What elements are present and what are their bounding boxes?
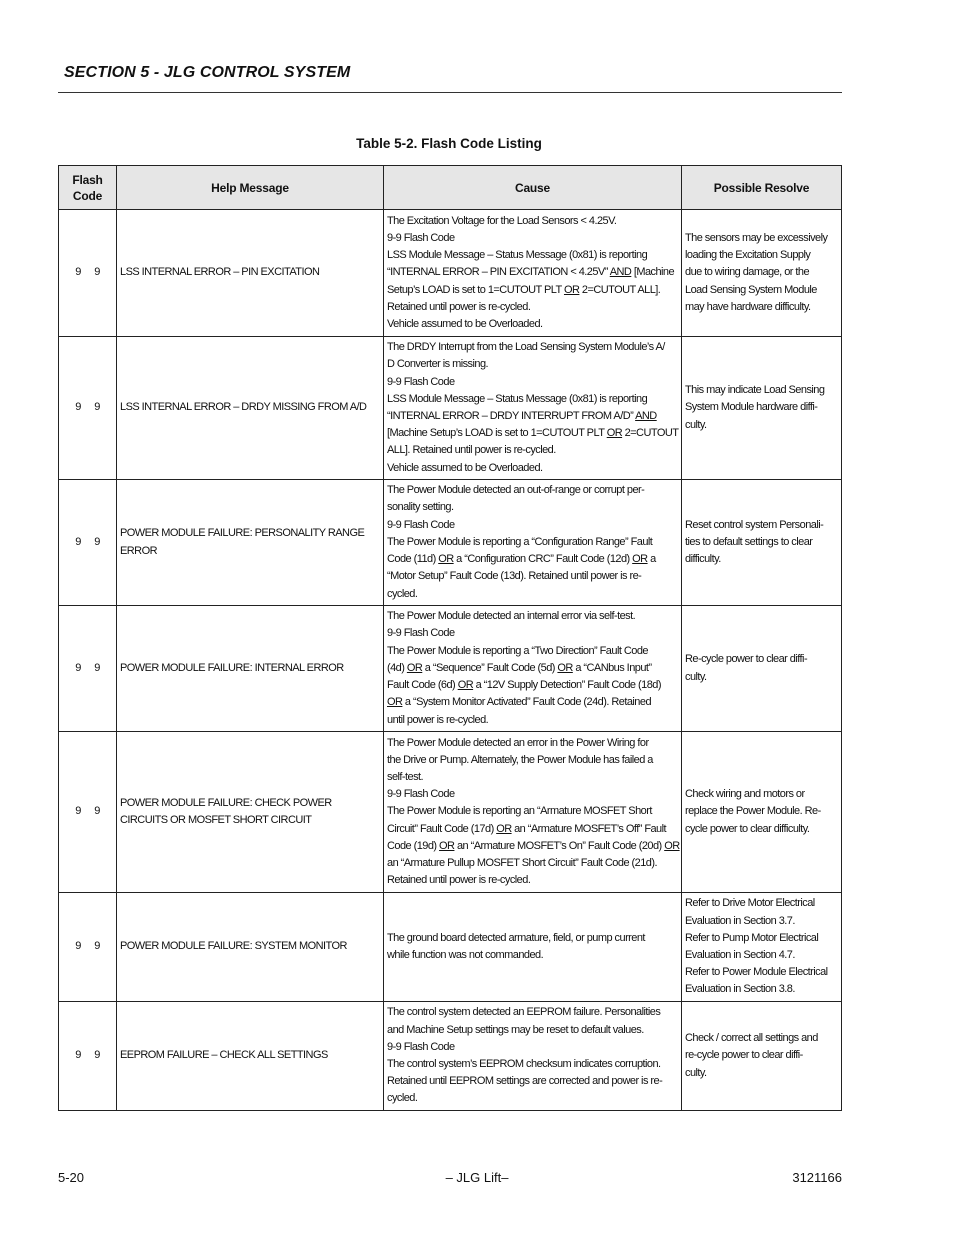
cause-line: The Excitation Voltage for the Load Sensors < 4.25V. — [387, 214, 617, 227]
cause-line: until power is re-cycled. — [387, 713, 489, 726]
resolve-line: difficulty. — [685, 553, 721, 566]
underlined-conjunction: OR — [557, 661, 573, 674]
resolve-cell — [682, 606, 842, 732]
help-message-cell: POWER MODULE FAILURE: INTERNAL ERROR — [117, 606, 384, 732]
table-row — [59, 732, 842, 893]
cause-line: OR a “System Monitor Activated” Fault Code (24d). Retained — [387, 696, 652, 709]
resolve-line: re-cycle power to clear diffi- — [685, 1049, 803, 1062]
resolve-cell — [682, 732, 842, 893]
cause-line: Vehicle assumed to be Overloaded. — [387, 461, 543, 474]
resolve-line: Evaluation in Section 4.7. — [685, 949, 795, 961]
cause-line: Fault Code (6d) OR a “12V Supply Detection” Fault Code (18d) — [387, 679, 661, 692]
table-caption: Table 5-2. Flash Code Listing — [356, 136, 542, 151]
cause-line: LSS Module Message – Status Message (0x81) is reporting — [387, 249, 648, 262]
help-message-cell: LSS INTERNAL ERROR – DRDY MISSING FROM A/D — [117, 337, 384, 480]
flash-code-digit: 9 — [75, 401, 81, 414]
resolve-line: Refer to Power Module Electrical — [685, 966, 828, 979]
resolve-line: Load Sensing System Module — [685, 283, 817, 296]
resolve-line: culty. — [685, 418, 707, 431]
resolve-line: ties to default settings to clear — [685, 535, 813, 548]
flash-code-cell — [59, 210, 117, 337]
cause-cell — [384, 893, 682, 1002]
cause-line: The Power Module is reporting a “Two Direction” Fault Code — [387, 644, 648, 657]
flash-code-table — [58, 165, 842, 1111]
cause-line: “INTERNAL ERROR – PIN EXCITATION < 4.25V” AND [Machine — [387, 266, 675, 279]
resolve-line: Evaluation in Section 3.8. — [685, 983, 795, 996]
resolve-line: The sensors may be excessively — [685, 231, 828, 244]
flash-code-digit: 9 — [75, 535, 81, 548]
resolve-cell — [682, 210, 842, 337]
cause-line: 9-9 Flash Code — [387, 1040, 455, 1053]
resolve-line: culty. — [685, 670, 707, 683]
cause-line: and Machine Setup settings may be reset to default values. — [387, 1023, 644, 1036]
cause-line: cycled. — [387, 587, 418, 600]
resolve-line: This may indicate Load Sensing — [685, 384, 825, 397]
flash-code-digit: 9 — [94, 661, 100, 674]
cause-line: the Drive or Pump. Alternately, the Power Module has failed a — [387, 753, 653, 766]
cause-line: LSS Module Message – Status Message (0x81) is reporting — [387, 392, 648, 405]
resolve-line: due to wiring damage, or the — [685, 266, 810, 279]
resolve-line: cycle power to clear difficulty. — [685, 822, 810, 835]
flash-code-digit: 9 — [94, 940, 100, 953]
resolve-line: System Module hardware diffi- — [685, 401, 818, 414]
table-row — [59, 606, 842, 732]
footer-center-text: – JLG Lift– — [445, 1170, 509, 1185]
table-row — [59, 337, 842, 480]
resolve-line: culty. — [685, 1066, 707, 1079]
cause-cell — [384, 606, 682, 732]
cause-line: The Power Module is reporting a “Configuration Range” Fault — [387, 535, 653, 548]
flash-code-cell — [59, 893, 117, 1002]
flash-code-cell — [59, 732, 117, 893]
flash-code-digit: 9 — [75, 940, 81, 953]
cause-line: 9-9 Flash Code — [387, 627, 455, 640]
cause-line: The DRDY Interrupt from the Load Sensing System Module’s A/ — [387, 341, 665, 354]
resolve-line: loading the Excitation Supply — [685, 249, 811, 262]
cause-line: self-test. — [387, 770, 424, 783]
resolve-cell — [682, 1002, 842, 1111]
help-message-cell: LSS INTERNAL ERROR – PIN EXCITATION — [117, 210, 384, 337]
resolve-cell — [682, 337, 842, 480]
cause-line: The control system’s EEPROM checksum indicates corruption. — [387, 1058, 661, 1070]
underlined-conjunction: OR — [632, 553, 648, 566]
underlined-conjunction: OR — [457, 679, 474, 692]
section-title: SECTION 5 - JLG CONTROL SYSTEM — [64, 64, 351, 81]
doc-number: 3121166 — [792, 1170, 842, 1185]
underlined-conjunction: AND — [635, 410, 657, 422]
cause-line: 9-9 Flash Code — [387, 231, 455, 244]
help-message-cell: POWER MODULE FAILURE: CHECK POWER CIRCUITS OR MOSFET SHORT CIRCUIT — [117, 732, 384, 893]
cause-cell — [384, 337, 682, 480]
resolve-line: Refer to Pump Motor Electrical — [685, 931, 819, 944]
flash-code-digit: 9 — [75, 805, 81, 818]
flash-code-digit: 9 — [94, 535, 100, 548]
cause-cell — [384, 1002, 682, 1111]
cause-line: Code (19d) OR an “Armature MOSFET’s On” Fault Code (20d) OR — [387, 839, 680, 852]
resolve-line: Reset control system Personali- — [685, 518, 824, 531]
flash-code-digit: 9 — [75, 661, 81, 674]
cause-cell — [384, 210, 682, 337]
cause-line: while function was not commanded. — [387, 949, 544, 961]
underlined-conjunction: OR — [439, 839, 455, 852]
cause-line: Retained until power is re-cycled. — [387, 300, 531, 313]
underlined-conjunction: OR — [606, 427, 623, 440]
underlined-conjunction: OR — [438, 553, 454, 566]
page-number: 5-20 — [58, 1170, 85, 1185]
cause-line: Code (11d) OR a “Configuration CRC” Fault Code (12d) OR a — [387, 553, 656, 566]
table-header-row — [59, 166, 842, 210]
resolve-line: Evaluation in Section 3.7. — [685, 914, 795, 927]
cause-line: [Machine Setup’s LOAD is set to 1=CUTOUT PLT OR 2=CUTOUT — [387, 427, 679, 440]
flash-code-cell — [59, 337, 117, 480]
col-header-cause: Cause — [384, 166, 682, 210]
flash-code-cell — [59, 1002, 117, 1111]
cause-line: “INTERNAL ERROR – DRDY INTERRUPT FROM A/D” AND — [387, 410, 657, 422]
col-header-flash-code: Flash Code — [59, 166, 117, 210]
cause-line: The Power Module detected an out-of-range or corrupt per- — [387, 484, 645, 497]
table-row — [59, 893, 842, 1002]
cause-line: The Power Module detected an internal error via self-test. — [387, 610, 636, 623]
cause-cell — [384, 732, 682, 893]
underlined-conjunction: AND — [609, 266, 632, 279]
cause-line: ALL]. Retained until power is re-cycled. — [387, 444, 556, 457]
cause-line: Retained until power is re-cycled. — [387, 874, 531, 887]
cause-line: “Motor Setup” Fault Code (13d). Retained until power is re- — [387, 570, 642, 583]
flash-code-digit: 9 — [94, 401, 100, 414]
cause-line: (4d) OR a “Sequence” Fault Code (5d) OR a “CANbus Input” — [387, 661, 652, 674]
underlined-conjunction: OR — [406, 661, 423, 674]
cause-line: 9-9 Flash Code — [387, 788, 455, 801]
underlined-conjunction: OR — [496, 822, 512, 835]
cause-line: The Power Module detected an error in the Power Wiring for — [387, 736, 649, 749]
flash-code-digit: 9 — [75, 1049, 81, 1062]
underlined-conjunction: OR — [563, 283, 580, 296]
help-message-cell: POWER MODULE FAILURE: PERSONALITY RANGE ERROR — [117, 480, 384, 606]
table-row — [59, 210, 842, 337]
table-row — [59, 480, 842, 606]
cause-line: The control system detected an EEPROM failure. Personalities — [387, 1006, 661, 1019]
resolve-cell — [682, 480, 842, 606]
table-body — [59, 210, 842, 1111]
cause-line: an “Armature Pullup MOSFET Short Circuit” Fault Code (21d). — [387, 857, 657, 869]
flash-code-digit: 9 — [94, 805, 100, 818]
cause-line: cycled. — [387, 1092, 418, 1105]
flash-code-digit: 9 — [75, 266, 81, 279]
col-header-help-message: Help Message — [117, 166, 384, 210]
resolve-line: replace the Power Module. Re- — [685, 805, 821, 818]
flash-code-digit: 9 — [94, 266, 100, 279]
cause-line: Setup’s LOAD is set to 1=CUTOUT PLT OR 2=CUTOUT ALL]. — [387, 283, 661, 296]
resolve-line: Re-cycle power to clear diffi- — [685, 653, 808, 666]
cause-line: sonality setting. — [387, 501, 454, 514]
table-row — [59, 1002, 842, 1111]
cause-line: The Power Module is reporting an “Armature MOSFET Short — [387, 805, 652, 818]
cause-line: 9-9 Flash Code — [387, 518, 455, 531]
flash-code-cell — [59, 606, 117, 732]
resolve-cell — [682, 893, 842, 1002]
help-message-cell: POWER MODULE FAILURE: SYSTEM MONITOR — [117, 893, 384, 1002]
underlined-conjunction: OR — [387, 696, 403, 709]
cause-line: 9-9 Flash Code — [387, 375, 455, 388]
cause-line: D Converter is missing. — [387, 358, 489, 371]
col-header-possible-resolve: Possible Resolve — [682, 166, 842, 210]
resolve-line: Check / correct all settings and — [685, 1032, 818, 1045]
resolve-line: Refer to Drive Motor Electrical — [685, 897, 815, 910]
header-rule — [58, 92, 842, 93]
cause-line: Vehicle assumed to be Overloaded. — [387, 318, 543, 330]
resolve-line: may have hardware difficulty. — [685, 300, 811, 313]
cause-line: Retained until EEPROM settings are corrected and power is re- — [387, 1075, 663, 1088]
underlined-conjunction: OR — [664, 839, 680, 852]
help-message-cell: EEPROM FAILURE – CHECK ALL SETTINGS — [117, 1002, 384, 1111]
cause-line: The ground board detected armature, field, or pump current — [387, 931, 645, 944]
flash-code-cell — [59, 480, 117, 606]
cause-line: Circuit” Fault Code (17d) OR an “Armature MOSFET’s Off” Fault — [387, 822, 667, 835]
cause-cell — [384, 480, 682, 606]
resolve-line: Check wiring and motors or — [685, 788, 805, 801]
flash-code-digit: 9 — [94, 1049, 100, 1062]
